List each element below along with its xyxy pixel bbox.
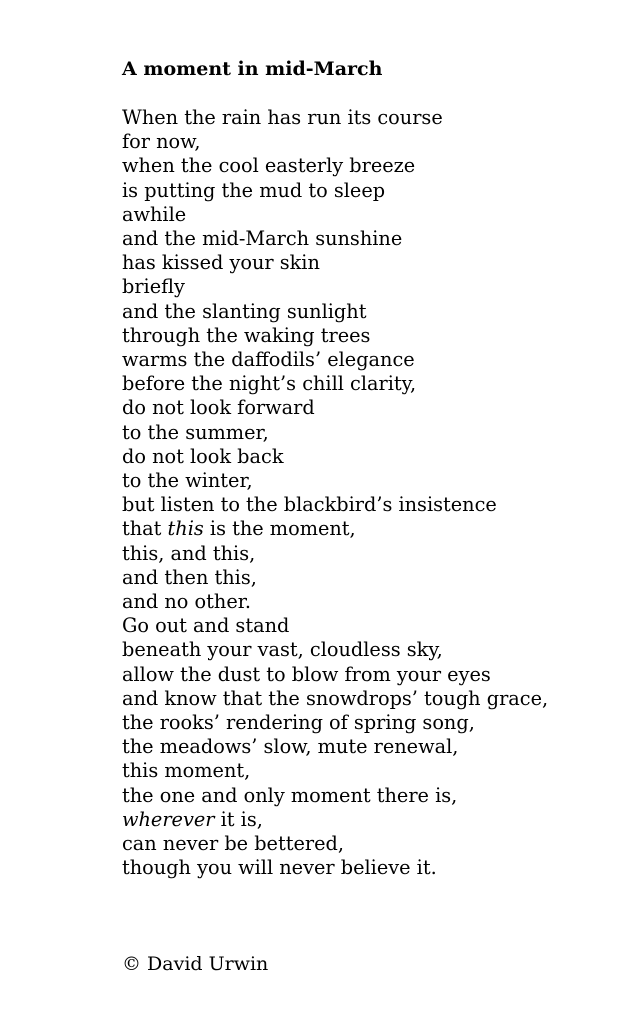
poem-line-text: before the night’s chill clarity, xyxy=(122,372,417,396)
poem-line xyxy=(122,106,622,130)
poem-line xyxy=(122,735,622,759)
poem-line-text: and the slanting sunlight xyxy=(122,299,367,323)
poem-line-text: awhile xyxy=(122,202,187,226)
poem-line xyxy=(122,348,622,372)
poem-line xyxy=(122,517,622,541)
poem-line-text: to the winter, xyxy=(122,469,253,493)
poem-line-text: when the cool easterly breeze xyxy=(122,154,416,178)
poem-body xyxy=(122,106,622,881)
poem-title: A moment in mid-March xyxy=(122,58,383,80)
poem-line-text: this, and this, xyxy=(122,541,256,565)
poem-line-text: allow the dust to blow from your eyes xyxy=(122,662,491,686)
poem-line-text: through the waking trees xyxy=(122,323,371,347)
poem-line xyxy=(122,493,622,517)
poem-line-text: do not look forward xyxy=(122,396,315,420)
poem-line xyxy=(122,251,622,275)
poem-line xyxy=(122,179,622,203)
poem-line-text: but listen to the blackbird’s insistence xyxy=(122,493,497,517)
poem-line xyxy=(122,154,622,178)
poem-line-text: the rooks’ rendering of spring song, xyxy=(122,711,475,735)
poem-line-text: and know that the snowdrops’ tough grace, xyxy=(122,686,549,710)
poem-line xyxy=(122,687,622,711)
poem-line xyxy=(122,130,622,154)
poem-line-text: that xyxy=(122,517,168,541)
poem-line-text: beneath your vast, cloudless sky, xyxy=(122,638,443,662)
poem-line-text: though you will never believe it. xyxy=(122,856,437,880)
poem-line-text: has kissed your skin xyxy=(122,251,320,275)
poem-line-text: and no other. xyxy=(122,590,251,614)
poem-line-text: Go out and stand xyxy=(122,614,290,638)
poem-line-text: for now, xyxy=(122,130,201,154)
poem-line xyxy=(122,759,622,783)
poem-line-text: this moment, xyxy=(122,759,251,783)
poem-line xyxy=(122,711,622,735)
poem-page xyxy=(122,56,622,881)
poem-line-text: is putting the mud to sleep xyxy=(122,178,386,202)
poem-line xyxy=(122,227,622,251)
poem-line xyxy=(122,324,622,348)
poem-line-emphasis: this xyxy=(167,517,204,541)
poem-line xyxy=(122,469,622,493)
poem-line-text: and then this, xyxy=(122,565,257,589)
poem-line xyxy=(122,614,622,638)
poem-line xyxy=(122,663,622,687)
poem-line xyxy=(122,808,622,832)
poem-line xyxy=(122,396,622,420)
poem-line-text: When the rain has run its course xyxy=(122,106,443,129)
poem-line xyxy=(122,445,622,469)
copyright-notice: © David Urwin xyxy=(122,953,269,975)
poem-line xyxy=(122,203,622,227)
poem-line xyxy=(122,566,622,590)
poem-line-text: it is, xyxy=(214,807,263,831)
poem-line-text: warms the daffodils’ elegance xyxy=(122,348,415,372)
poem-line-text: can never be bettered, xyxy=(122,832,344,856)
poem-line xyxy=(122,275,622,299)
poem-line-text: the one and only moment there is, xyxy=(122,783,458,807)
poem-line-text: do not look back xyxy=(122,444,284,468)
poem-line xyxy=(122,590,622,614)
poem-line-text: is the moment, xyxy=(203,517,356,541)
poem-line xyxy=(122,542,622,566)
poem-line xyxy=(122,856,622,880)
poem-line-emphasis: wherever xyxy=(122,807,215,831)
poem-line-text: and the mid-March sunshine xyxy=(122,227,403,251)
poem-line xyxy=(122,832,622,856)
poem-line xyxy=(122,784,622,808)
poem-line-text: to the summer, xyxy=(122,420,269,444)
poem-line xyxy=(122,421,622,445)
poem-line xyxy=(122,300,622,324)
poem-line-text: briefly xyxy=(122,275,185,299)
poem-line xyxy=(122,638,622,662)
poem-line-text: the meadows’ slow, mute renewal, xyxy=(122,735,459,759)
poem-line xyxy=(122,372,622,396)
